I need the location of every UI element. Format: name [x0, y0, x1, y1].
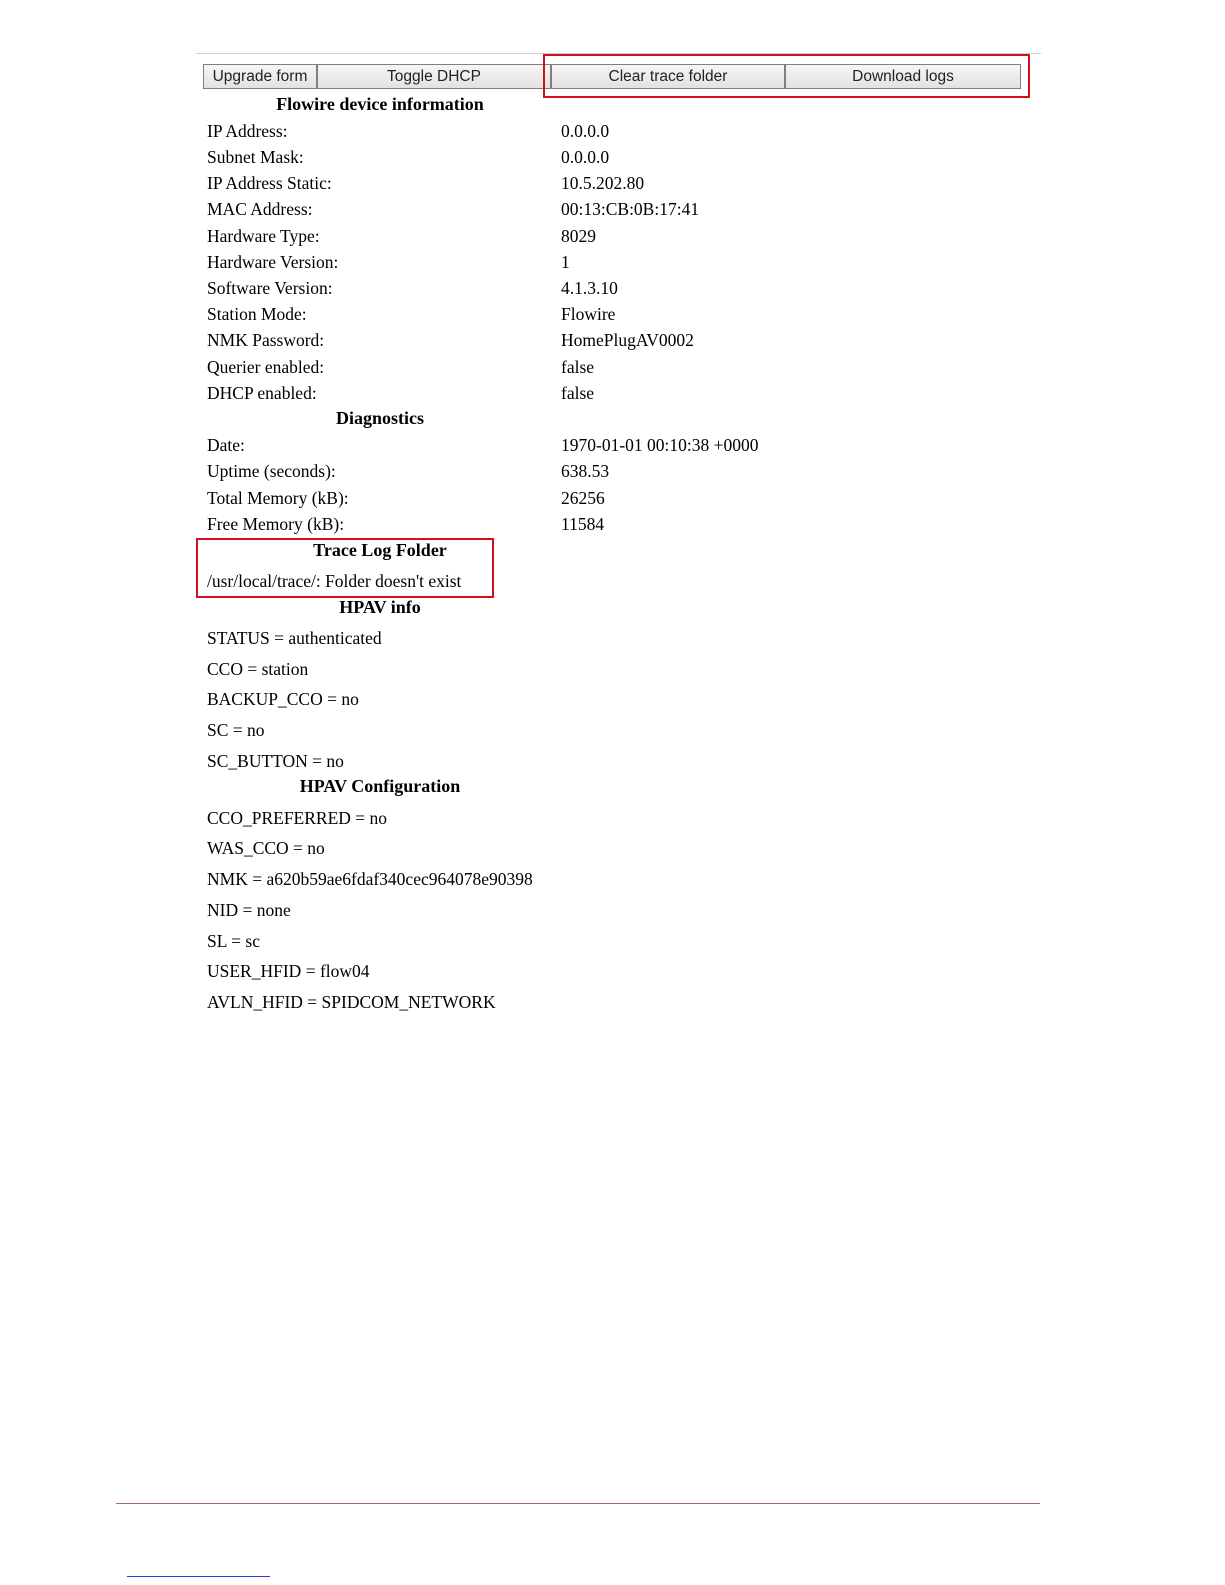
hpav-config-line: NMK = a620b59ae6fdaf340cec964078e90398	[207, 869, 533, 889]
hpav-info-title: HPAV info	[339, 597, 421, 617]
diag-row-total-memory	[207, 488, 605, 509]
info-row-nmk-password	[207, 330, 694, 351]
upgrade-form-button[interactable]: Upgrade form	[203, 64, 317, 89]
toolbar	[203, 64, 1021, 89]
hpav-config-line: WAS_CCO = no	[207, 838, 325, 858]
info-label: DHCP enabled:	[207, 383, 317, 403]
footer-divider	[116, 1503, 1040, 1504]
hpav-info-line: BACKUP_CCO = no	[207, 689, 359, 709]
info-row-hardware-type	[207, 226, 596, 247]
diag-label: Date:	[207, 435, 245, 455]
hpav-config-line: AVLN_HFID = SPIDCOM_NETWORK	[207, 992, 496, 1012]
diag-label: Total Memory (kB):	[207, 488, 349, 508]
info-value: 10.5.202.80	[561, 173, 645, 193]
diag-label: Uptime (seconds):	[207, 461, 336, 481]
hpav-config-line: CCO_PREFERRED = no	[207, 808, 388, 828]
info-row-ip-static	[207, 173, 644, 194]
info-value: 00:13:CB:0B:17:41	[561, 199, 700, 219]
diag-row-uptime	[207, 461, 609, 482]
trace-log-message: /usr/local/trace/: Folder doesn't exist	[207, 571, 462, 591]
info-label: MAC Address:	[207, 199, 313, 219]
info-row-ip-address	[207, 121, 609, 142]
hpav-info-line: CCO = station	[207, 659, 309, 679]
info-value: 0.0.0.0	[561, 121, 610, 141]
info-label: Station Mode:	[207, 304, 307, 324]
diag-value: 1970-01-01 00:10:38 +0000	[561, 435, 759, 455]
hpav-config-title: HPAV Configuration	[299, 776, 461, 796]
info-label: IP Address Static:	[207, 173, 332, 193]
diag-label: Free Memory (kB):	[207, 514, 345, 534]
toggle-dhcp-button[interactable]: Toggle DHCP	[317, 64, 551, 89]
hpav-info-line: SC = no	[207, 720, 265, 740]
info-value: false	[561, 357, 595, 377]
diag-value: 11584	[561, 514, 605, 534]
info-label: NMK Password:	[207, 330, 325, 350]
info-row-hardware-version	[207, 252, 570, 273]
info-value: false	[561, 383, 595, 403]
diag-row-free-memory	[207, 514, 604, 535]
clear-trace-folder-button[interactable]: Clear trace folder	[551, 64, 785, 89]
info-label: Hardware Version:	[207, 252, 339, 272]
hpav-info-line: SC_BUTTON = no	[207, 751, 344, 771]
info-value: HomePlugAV0002	[561, 330, 694, 350]
info-row-software-version	[207, 278, 618, 299]
info-row-mac-address	[207, 199, 699, 220]
info-value: 0.0.0.0	[561, 147, 610, 167]
hpav-config-line: USER_HFID = flow04	[207, 961, 370, 981]
info-row-subnet-mask	[207, 147, 609, 168]
hpav-config-line: SL = sc	[207, 931, 260, 951]
info-row-dhcp-enabled	[207, 383, 594, 404]
footer-link-underline	[127, 1576, 270, 1577]
trace-log-title: Trace Log Folder	[313, 540, 447, 560]
hpav-info-line: STATUS = authenticated	[207, 628, 382, 648]
info-label: Hardware Type:	[207, 226, 320, 246]
diag-row-date	[207, 435, 759, 456]
info-value: 8029	[561, 226, 596, 246]
diagnostics-title: Diagnostics	[335, 408, 424, 428]
diag-value: 26256	[561, 488, 605, 508]
info-value: 1	[561, 252, 570, 272]
info-label: Querier enabled:	[207, 357, 325, 377]
top-divider	[196, 53, 1041, 54]
info-row-station-mode	[207, 304, 615, 325]
info-value: Flowire	[561, 304, 616, 324]
hpav-config-line: NID = none	[207, 900, 291, 920]
info-value: 4.1.3.10	[561, 278, 618, 298]
device-info-title: Flowire device information	[276, 94, 484, 114]
info-label: Subnet Mask:	[207, 147, 304, 167]
info-label: Software Version:	[207, 278, 333, 298]
diag-value: 638.53	[561, 461, 610, 481]
info-label: IP Address:	[207, 121, 288, 141]
info-row-querier-enabled	[207, 357, 594, 378]
download-logs-button[interactable]: Download logs	[785, 64, 1021, 89]
